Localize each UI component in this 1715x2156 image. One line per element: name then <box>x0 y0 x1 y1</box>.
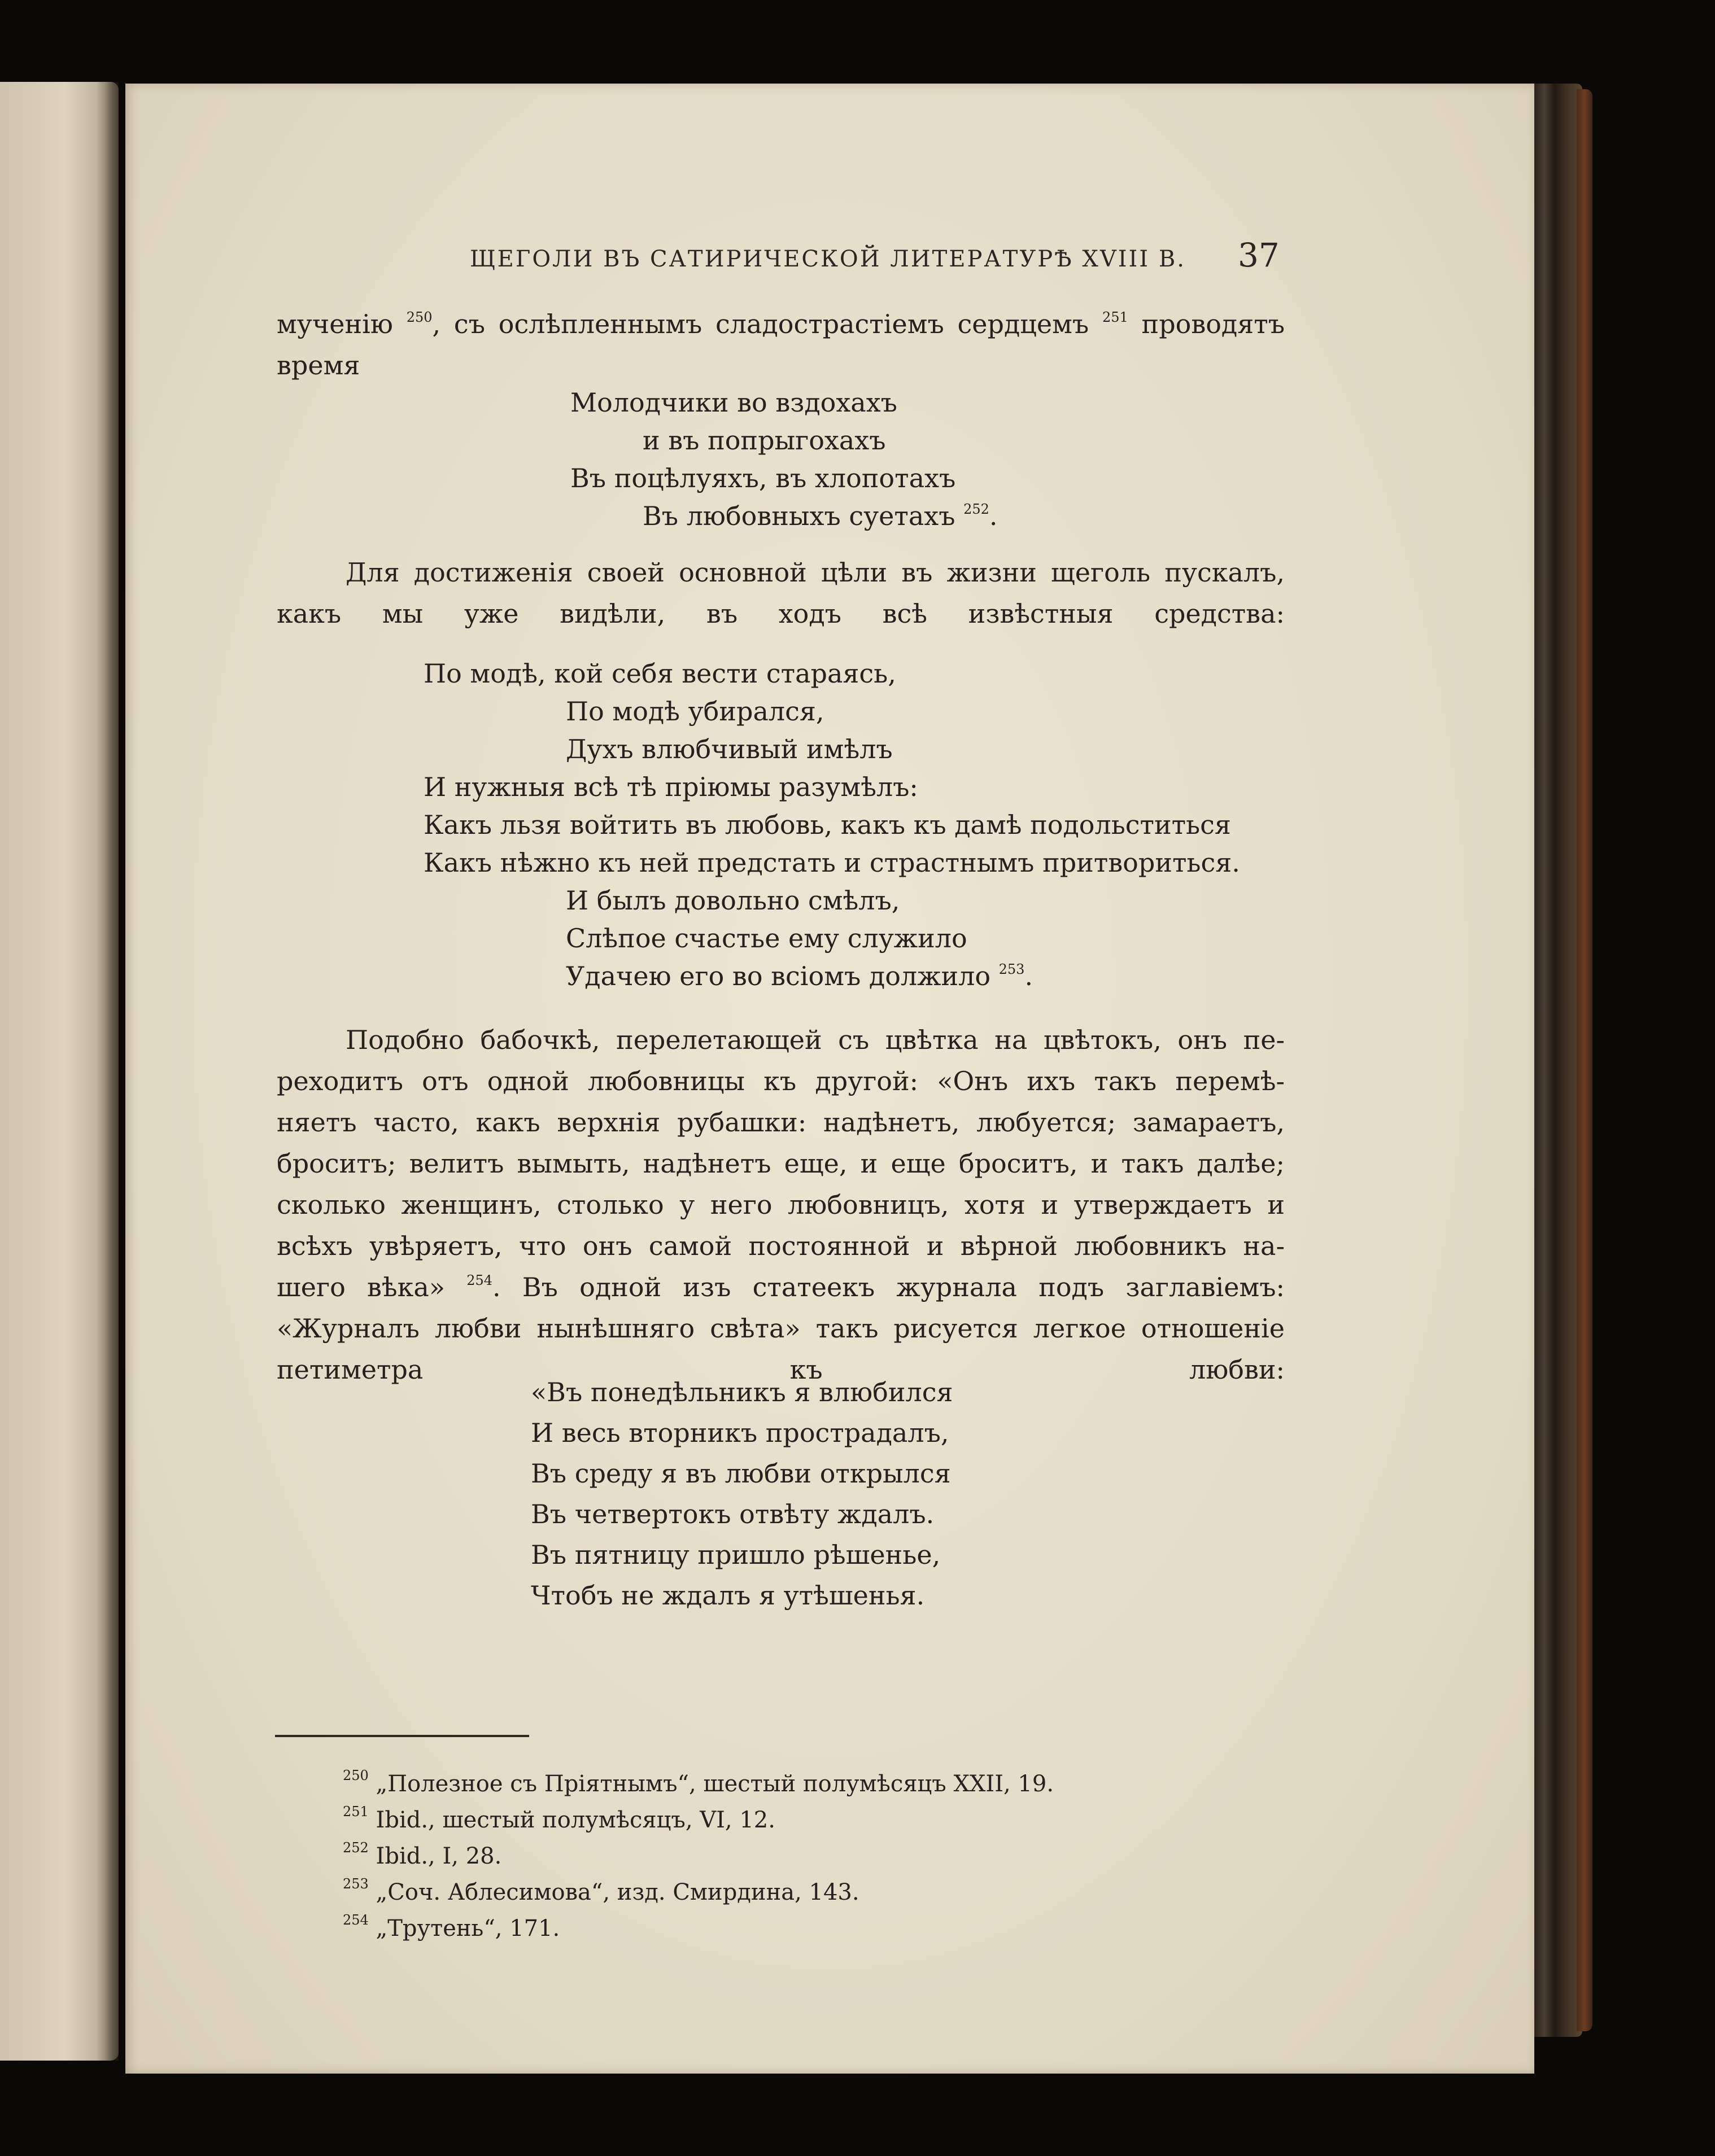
book-cover-edge <box>1577 89 1592 2031</box>
verse-line: Слѣпое счастье ему служило <box>566 923 967 954</box>
paragraph-3 <box>277 1020 1285 1390</box>
previous-page-edge <box>0 82 119 2061</box>
paragraph-1 <box>277 304 1285 386</box>
footnote-number: 253 <box>343 1876 369 1892</box>
text-line: сколько женщинъ, столько у него любовницъ, хотя и утверждаетъ и <box>277 1189 1285 1220</box>
verse-line: Молодчики во вздохахъ <box>570 387 897 418</box>
verse-line: Чтобъ не ждалъ я утѣшенья. <box>531 1580 925 1611</box>
text-line: броситъ; велитъ вымыть, надѣнетъ еще, и еще броситъ, и такъ далѣе; <box>277 1148 1285 1179</box>
text-line: всѣхъ увѣряетъ, что онъ самой постоянной и вѣрной любовникъ на- <box>277 1231 1285 1261</box>
footnote: $^{254}$ „Трутень“, 171. <box>343 1912 560 1941</box>
verse-line: Въ четвертокъ отвѣту ждалъ. <box>531 1499 935 1529</box>
verse-line: Въ среду я въ любви открылся <box>531 1458 951 1489</box>
footnote: $^{251}$ Ibid., шестый полумѣсяцъ, VI, 12. <box>343 1804 775 1833</box>
verse-line: Въ поцѣлуяхъ, въ хлопотахъ <box>570 463 956 493</box>
text-line: «Журналъ любви нынѣшняго свѣта» такъ рисуется легкое отношеніе <box>277 1313 1285 1344</box>
verse-block-3 <box>531 1372 953 1616</box>
footnotes <box>343 1766 1054 1947</box>
running-head: ЩЕГОЛИ ВЪ САТИРИЧЕСКОЙ ЛИТЕРАТУРѢ XVIII В. <box>470 246 1186 272</box>
text-line: какъ мы уже видѣли, въ ходъ всѣ извѣстныя средства: <box>277 598 1285 629</box>
text-line: петиметра къ любви: <box>277 1354 1285 1385</box>
footnote: $^{250}$ „Полезное съ Пріятнымъ“, шестый полумѣсяцъ XXII, 19. <box>343 1768 1054 1797</box>
verse-line: Духъ влюбчивый имѣлъ <box>566 734 893 764</box>
verse-block-2 <box>424 655 1240 995</box>
text-line: мученію $^{250}$, съ ослѣпленнымъ сладострастіемъ сердцемъ $^{251}$ проводятъ <box>277 309 1285 339</box>
footnote-ref: 254 <box>466 1272 492 1288</box>
verse-line: И весь вторникъ прострадалъ, <box>531 1418 949 1448</box>
footnote-ref: 253 <box>998 961 1025 977</box>
text-line: Для достиженія своей основной цѣли въ жизни щеголь пускалъ, <box>346 557 1285 588</box>
footnote-ref: 251 <box>1102 309 1128 325</box>
text-line: шего вѣка» $^{254}$. Въ одной изъ статеекъ журнала подъ заглавіемъ: <box>277 1272 1285 1302</box>
footnote: $^{252}$ Ibid., I, 28. <box>343 1840 502 1869</box>
footnote: $^{253}$ „Соч. Аблесимова“, изд. Смирдина, 143. <box>343 1876 859 1905</box>
footnote-number: 254 <box>343 1912 369 1928</box>
text-line: Подобно бабочкѣ, перелетающей съ цвѣтка на цвѣтокъ, онъ пе- <box>346 1025 1285 1055</box>
footnote-rule <box>275 1735 529 1737</box>
verse-line: Въ любовныхъ суетахъ $^{252}$. <box>643 501 998 531</box>
footnote-ref: 252 <box>963 501 989 517</box>
text-line: реходитъ отъ одной любовницы къ другой: «Онъ ихъ такъ перемѣ- <box>277 1066 1285 1096</box>
verse-line: По модѣ убирался, <box>566 696 824 727</box>
verse-line: По модѣ, кой себя вести стараясь, <box>424 658 896 689</box>
book-page <box>125 84 1534 2074</box>
footnote-number: 250 <box>343 1768 369 1783</box>
verse-line: Какъ нѣжно къ ней предстать и страстнымъ притвориться. <box>424 847 1240 878</box>
footnote-number: 252 <box>343 1840 369 1856</box>
paragraph-2 <box>277 552 1285 635</box>
page-number: 37 <box>1238 236 1280 274</box>
verse-line: И нужныя всѣ тѣ пріюмы разумѣлъ: <box>424 772 918 802</box>
verse-line: И былъ довольно смѣлъ, <box>566 885 900 916</box>
footnote-ref: 250 <box>406 309 433 325</box>
text-line: время <box>277 350 360 381</box>
text-line: няетъ часто, какъ верхнія рубашки: надѣнетъ, любуется; замараетъ, <box>277 1107 1285 1138</box>
verse-line: Удачею его во всіомъ должило $^{253}$. <box>566 961 1033 991</box>
verse-line: Какъ льзя войтить въ любовь, какъ къ дамѣ подольститься <box>424 810 1231 840</box>
page-content <box>125 84 1534 2074</box>
verse-line: и въ попрыгохахъ <box>643 425 886 456</box>
verse-line: Въ пятницу пришло рѣшенье, <box>531 1540 941 1570</box>
footnote-number: 251 <box>343 1804 369 1820</box>
page-gutter-shadow <box>96 82 119 2061</box>
verse-line: «Въ понедѣльникъ я влюбился <box>531 1377 953 1407</box>
verse-block-1 <box>570 384 998 535</box>
